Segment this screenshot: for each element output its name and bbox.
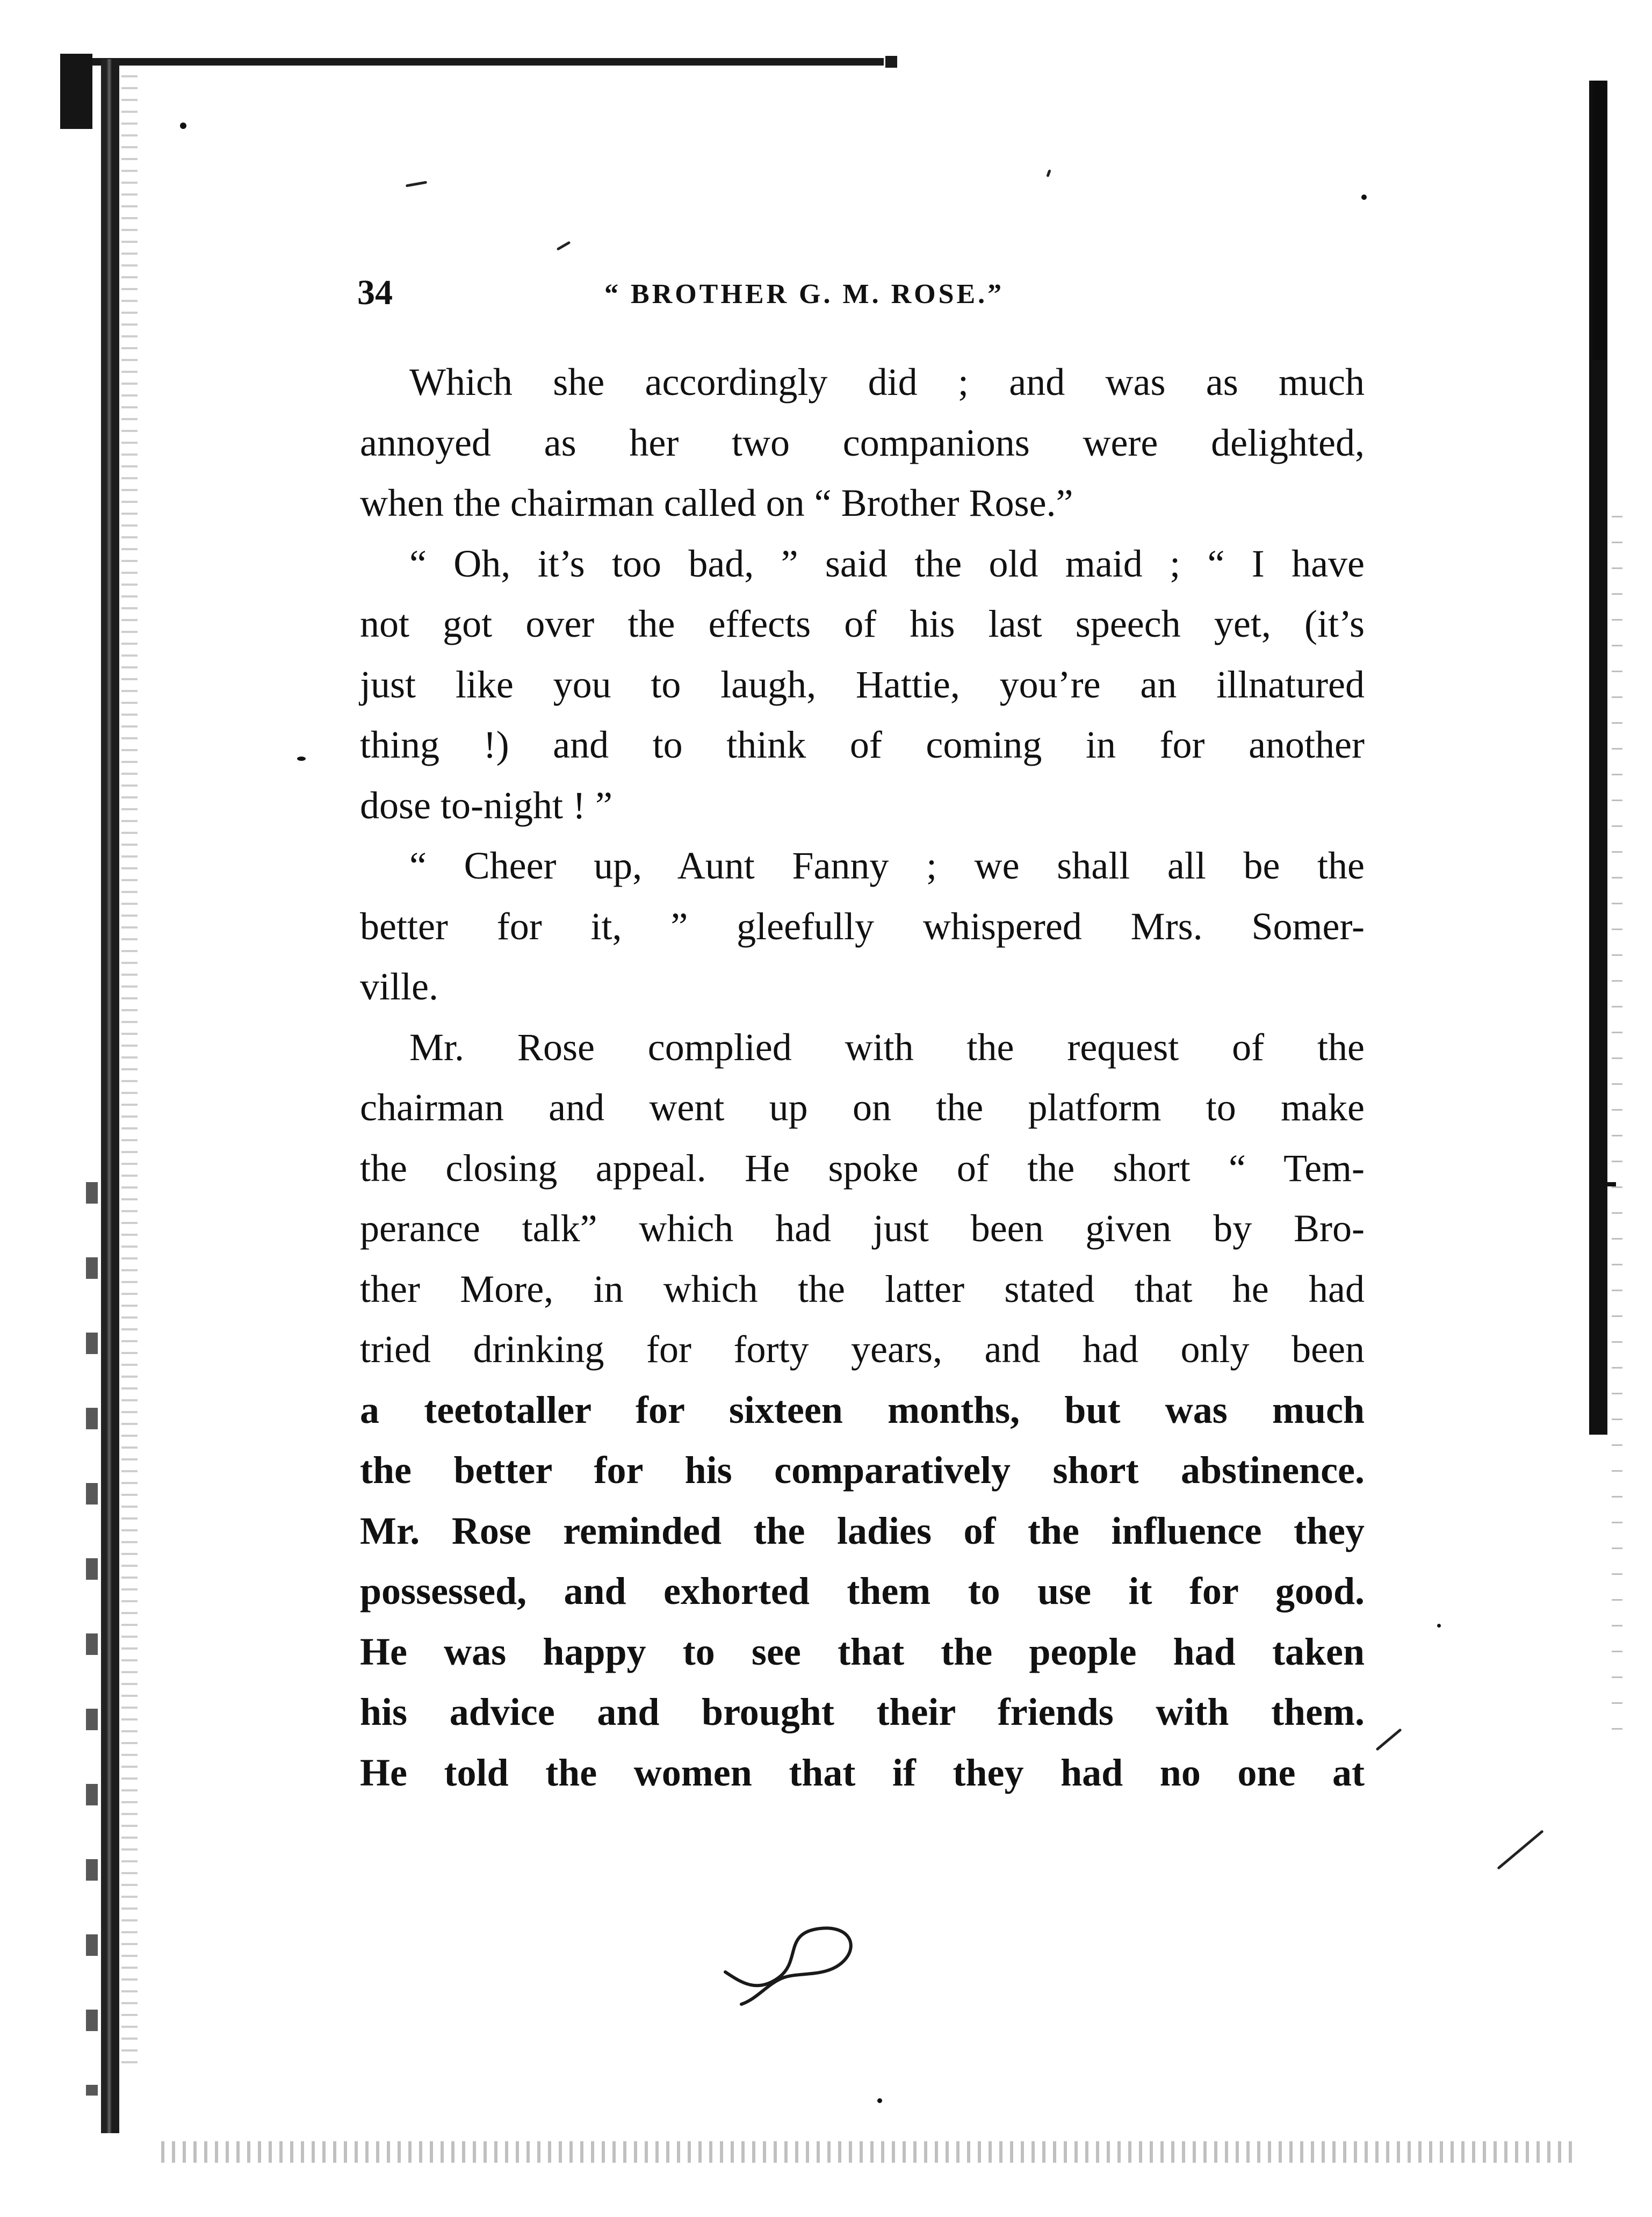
ink-stroke: [1046, 169, 1051, 177]
ink-stroke: [406, 181, 427, 188]
ink-stroke: [557, 241, 571, 250]
text-line: possessed, and exhorted them to use it for good.: [360, 1570, 1365, 1613]
left-scan-marks: [86, 1182, 98, 2096]
speck: [1361, 195, 1367, 200]
text-line: Mr. Rose complied with the request of the: [409, 1025, 1365, 1069]
speck: [1437, 1624, 1441, 1628]
body-text: [360, 352, 1365, 1803]
running-head: “ BROTHER G. M. ROSE.”: [604, 279, 1005, 309]
text-line: perance talk” which had just been given by Bro-: [360, 1207, 1365, 1250]
left-scan-noise: [121, 75, 138, 2063]
page-header: [357, 271, 1099, 314]
text-line: his advice and brought their friends with them.: [360, 1690, 1365, 1733]
right-scan-noise: [1612, 516, 1622, 1752]
text-line: a teetotaller for sixteen months, but was much: [360, 1388, 1365, 1431]
top-scan-rule-end: [885, 56, 897, 68]
text-line: Mr. Rose reminded the ladies of the influence they: [360, 1509, 1365, 1552]
left-scan-edge-top: [60, 54, 92, 129]
text-line: dose to-night ! ”: [360, 783, 612, 827]
text-line: not got over the effects of his last speech yet, (it’s: [360, 602, 1365, 645]
text-line: better for it, ” gleefully whispered Mrs. Somer-: [360, 904, 1365, 948]
text-line: ville.: [360, 965, 438, 1008]
top-scan-rule: [62, 58, 884, 66]
bottom-scan-noise: [161, 2141, 1579, 2163]
text-line: “ Cheer up, Aunt Fanny ; we shall all be the: [409, 844, 1365, 887]
text-line: the closing appeal. He spoke of the short “ Tem-: [360, 1146, 1365, 1190]
ink-stroke: [1375, 1728, 1402, 1751]
text-line: just like you to laugh, Hattie, you’re an illnatured: [360, 663, 1365, 706]
pen-scribble: [720, 1913, 881, 2020]
speck: [877, 2098, 882, 2103]
text-line: “ Oh, it’s too bad, ” said the old maid ; “ I have: [409, 542, 1365, 585]
text-line: chairman and went up on the platform to make: [360, 1086, 1365, 1129]
speck: [180, 123, 186, 129]
text-line: tried drinking for forty years, and had only been: [360, 1328, 1365, 1371]
ink-stroke: [1497, 1830, 1543, 1870]
left-scan-edge: [101, 59, 119, 2133]
right-scan-tick: [1606, 1182, 1616, 1186]
text-line: He told the women that if they had no one at: [360, 1751, 1365, 1794]
text-line: He was happy to see that the people had taken: [360, 1630, 1365, 1673]
text-line: the better for his comparatively short abstinence.: [360, 1449, 1365, 1492]
text-line: ther More, in which the latter stated that he had: [360, 1267, 1365, 1311]
speck: [297, 757, 306, 761]
page-number: 34: [357, 273, 393, 312]
right-scan-edge-top: [1592, 81, 1606, 360]
text-line: Which she accordingly did ; and was as much: [409, 361, 1365, 404]
text-line: annoyed as her two companions were delighted,: [360, 421, 1365, 464]
text-line: when the chairman called on “ Brother Rose.”: [360, 481, 1073, 524]
text-line: thing !) and to think of coming in for another: [360, 723, 1365, 766]
